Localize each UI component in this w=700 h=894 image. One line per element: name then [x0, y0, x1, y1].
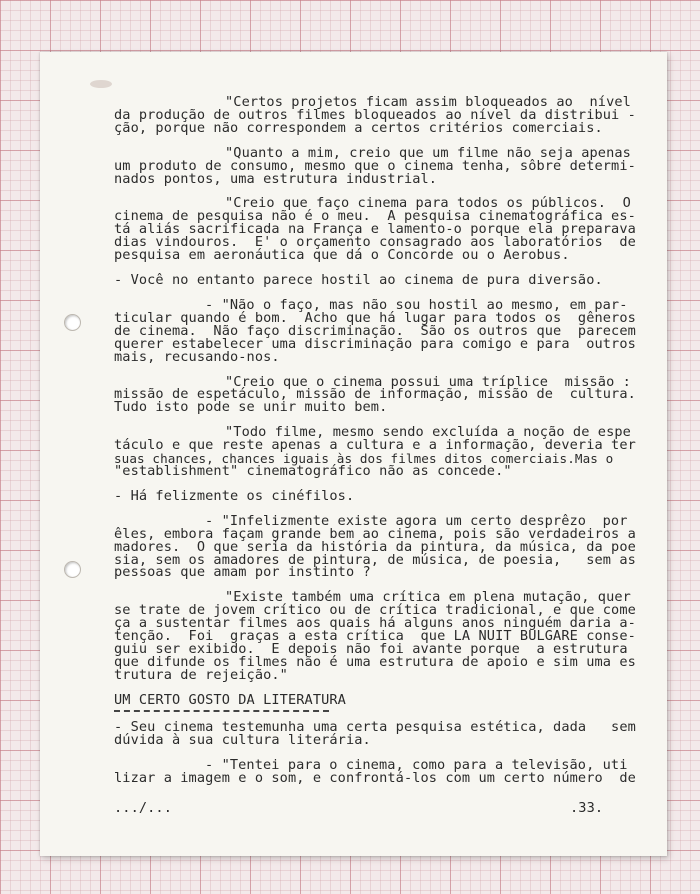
text-line: de cinema. Não faço discriminação. São os outros que parecem	[114, 323, 636, 339]
text-line: mais, recusando-nos.	[114, 349, 280, 365]
text-line: da produção de outros filmes bloqueados ao nível da distribui -	[114, 107, 636, 123]
text-line: guiu ser exibido. E depois não foi avante porque a estrutura	[114, 641, 628, 657]
text-line: "Quanto a mim, creio que um filme não seja apenas	[225, 145, 631, 161]
text-line: ça a sustentar filmes aos quais há alguns anos ninguém daria a-	[114, 615, 636, 631]
question-line: - Seu cinema testemunha uma certa pesquisa estética, dada sem	[114, 719, 636, 735]
text-line: missão de espetáculo, missão de informação, missão de cultura.	[114, 386, 636, 402]
text-line: trutura de rejeição."	[114, 667, 288, 683]
text-line: nados pontos, uma estrutura industrial.	[114, 171, 438, 187]
question-line: dúvida à sua cultura literária.	[114, 732, 371, 748]
text-line: tá aliás sacrificada na França e lamento-o porque ela preparava	[114, 221, 636, 237]
question-line: - Você no entanto parece hostil ao cinema de pura diversão.	[114, 272, 603, 288]
punch-hole-bottom	[64, 561, 81, 578]
continuation-mark: .../...	[114, 800, 172, 816]
heading-underline	[114, 710, 329, 712]
text-line: pessoas que amam por instinto ?	[114, 564, 371, 580]
text-line: ticular quando é bom. Acho que há lugar para todos os gêneros	[114, 310, 636, 326]
text-line: tenção. Foi graças a esta crítica que LA NUIT BULGARE conse-	[114, 628, 636, 644]
text-line: táculo e que reste apenas a cultura e a informação, deveria ter	[114, 437, 636, 453]
text-line: "establishment" cinematográfico não as concede."	[114, 463, 512, 479]
text-line: "Creio que o cinema possui uma tríplice missão :	[225, 374, 631, 390]
text-line: "Existe também uma crítica em plena mutação, quer	[225, 589, 631, 605]
text-line: Tudo isto pode se unir muito bem.	[114, 399, 388, 415]
text-line: "Certos projetos ficam assim bloqueados ao nível	[225, 94, 631, 110]
text-line: - "Não o faço, mas não sou hostil ao mesmo, em par-	[205, 297, 628, 313]
text-line: - "Infelizmente existe agora um certo desprêzo por	[205, 513, 628, 529]
text-line: que difunde os filmes não é uma estrutura de apoio e sim uma es	[114, 654, 636, 670]
text-line: sia, sem os amadores de pintura, de música, de poesia, sem as	[114, 552, 636, 568]
text-line: madores. O que seria da história da pintura, da música, da poe	[114, 539, 636, 555]
text-line: lizar a imagem e o som, e confrontá-los com um certo número de	[114, 770, 636, 786]
text-line: êles, embora façam grande bem ao cinema, pois são verdadeiros a	[114, 526, 636, 542]
text-line: dias vindouros. E' o orçamento consagrado aos laboratórios de	[114, 234, 636, 250]
section-heading: UM CERTO GOSTO DA LITERATURA	[114, 692, 346, 708]
punch-hole-top	[64, 314, 81, 331]
text-line: um produto de consumo, mesmo que o cinema tenha, sôbre determi-	[114, 158, 636, 174]
ink-smudge	[90, 80, 112, 88]
page-number: .33.	[570, 800, 604, 816]
question-line: - Há felizmente os cinéfilos.	[114, 488, 355, 504]
text-line: "Todo filme, mesmo sendo excluída a noção de espe	[225, 424, 631, 440]
text-line: ção, porque não correspondem a certos critérios comerciais.	[114, 120, 603, 136]
text-line: - "Tentei para o cinema, como para a televisão, uti	[205, 757, 628, 773]
text-line: querer estabelecer uma discriminação para comigo e para outros	[114, 336, 636, 352]
text-line: se trate de jovem crítico ou de crítica tradicional, e que come	[114, 602, 636, 618]
text-line: "Creio que faço cinema para todos os públicos. O	[225, 195, 631, 211]
text-line: suas chances, chances iguais às dos filmes ditos comerciais.Mas o	[114, 451, 614, 466]
text-line: cinema de pesquisa não é o meu. A pesquisa cinematográfica es-	[114, 208, 636, 224]
text-line: pesquisa em aeronáutica que dá o Concorde ou o Aerobus.	[114, 247, 570, 263]
